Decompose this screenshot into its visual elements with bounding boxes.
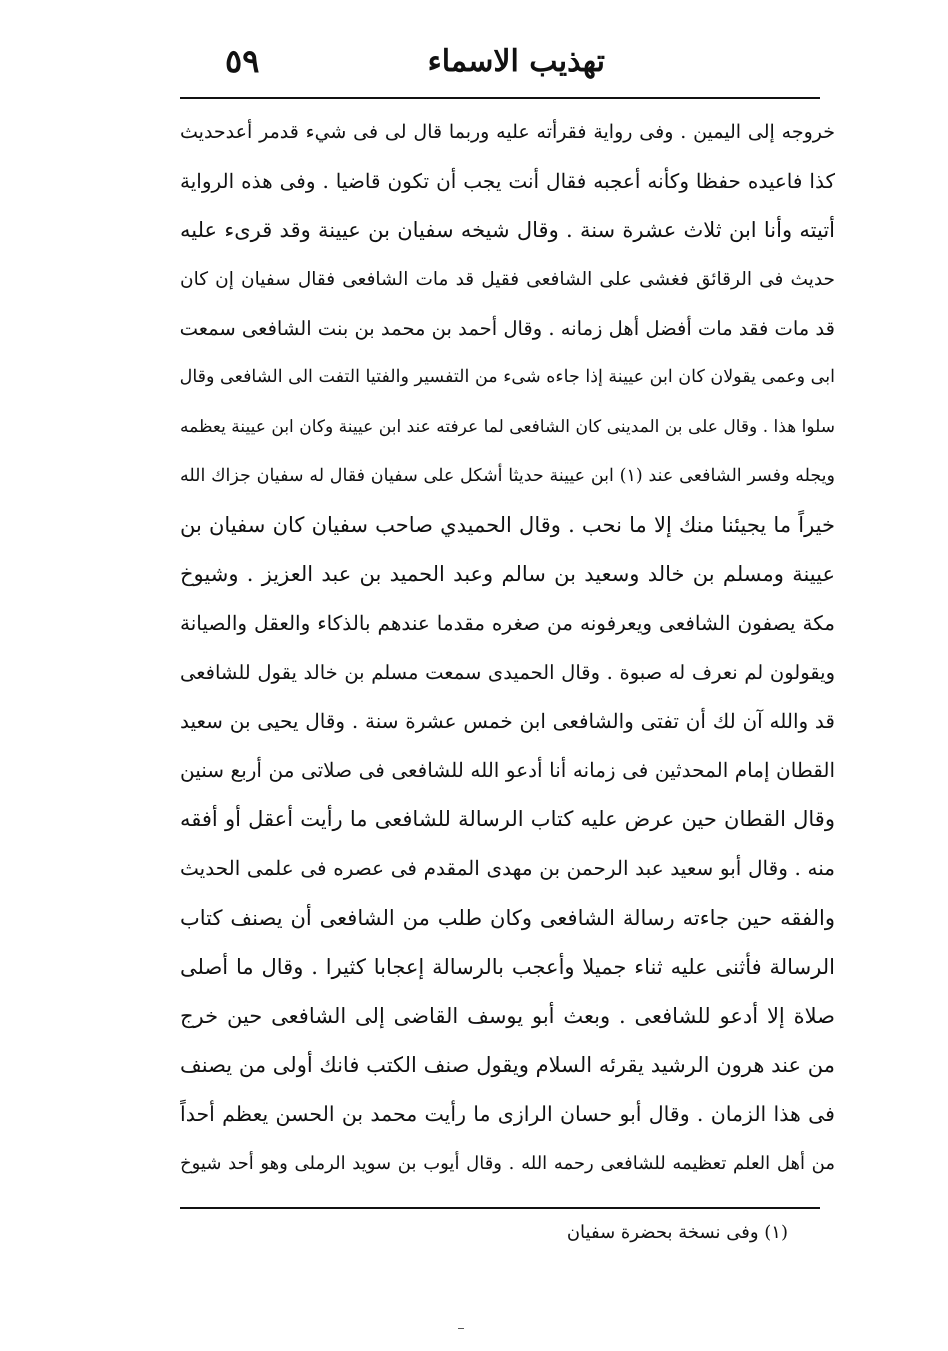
- page-number: ٥٩: [225, 42, 260, 80]
- text-line: مكة يصفون الشافعى ويعرفونه من صغره مقدما عندهم بالذكاء والعقل والصيانة: [180, 610, 835, 635]
- text-line: من أهل العلم تعظيمه للشافعى رحمه الله . وقال أيوب بن سويد الرملى وهو أحد شيوخ: [180, 1152, 835, 1174]
- text-line: ابى وعمى يقولان كان ابن عيينة إذا جاءه شىء من التفسير والفتيا التفت الى الشافعى وقال: [180, 367, 835, 388]
- text-line: فى هذا الزمان . وقال أبو حسان الرازى ما رأيت محمد بن الحسن يعظم أحداً: [180, 1101, 835, 1126]
- text-line: ويقولون لم نعرف له صبوة . وقال الحميدى سمعت مسلم بن خالد يقول للشافعى: [180, 661, 835, 685]
- text-line: أتيته وأنا ابن ثلاث عشرة سنة . وقال شيخه سفيان بن عيينة وقد قرىء عليه: [180, 218, 835, 243]
- text-line: القطان إمام المحدثين فى زمانه أنا أدعو الله للشافعى فى صلاتى من أربع سنين: [180, 758, 835, 783]
- text-line: صلاة إلا أدعو للشافعى . وبعث أبو يوسف القاضى إلى الشافعى حين خرج: [180, 1003, 835, 1028]
- text-line: خيراً ما يجيئنا منك إلا ما نحب . وقال الحميدي صاحب سفيان كان سفيان بن: [180, 512, 835, 537]
- text-line: الرسالة فأثنى عليه ثناء جميلا وأعجب بالرسالة إعجابا كثيرا . وقال ما أصلى: [180, 954, 835, 979]
- text-line: حديث فى الرقائق فغشى على الشافعى فقيل قد مات الشافعى فقال سفيان إن كان: [180, 269, 835, 291]
- text-line: من عند هرون الرشيد يقرئه السلام ويقول صنف الكتب فانك أولى من يصنف: [180, 1052, 835, 1077]
- body-text: [180, 108, 835, 1188]
- text-line: كذا فاعيده حفظا وكأنه أعجبه فقال أنت يجب أن تكون قاضيا . وفى هذه الرواية: [180, 169, 835, 194]
- page-mark: [458, 1328, 464, 1329]
- running-title: تهذيب الاسماء: [427, 44, 605, 79]
- page-header: [180, 38, 820, 90]
- text-line: وقال القطان حين عرض عليه كتاب الرسالة للشافعى ما رأيت أعقل أو أفقه: [180, 807, 835, 832]
- text-line: سلوا هذا . وقال على بن المدينى كان الشافعى لما عرفته عند ابن عيينة وكان ابن عيينة يعظمه: [180, 416, 835, 437]
- footnote: (١) وفى نسخة بحضرة سفيان: [566, 1222, 788, 1243]
- header-rule: [180, 97, 820, 99]
- text-line: قد والله آن لك أن تفتى والشافعى ابن خمس عشرة سنة . وقال يحيى بن سعيد: [180, 709, 835, 734]
- text-line: منه . وقال أبو سعيد عبد الرحمن بن مهدى المقدم فى عصره فى علمى الحديث: [180, 856, 835, 881]
- text-line: خروجه إلى اليمين . وفى رواية فقرأته عليه وربما قال لى فى شيء قدمر أعدحديث: [180, 121, 835, 143]
- footnote-rule: [180, 1207, 820, 1209]
- text-line: قد مات فقد مات أفضل أهل زمانه . وقال أحمد بن محمد بن بنت الشافعى سمعت: [180, 317, 835, 341]
- text-line: عيينة ومسلم بن خالد وسعيد بن سالم وعبد الحميد بن عبد العزيز . وشيوخ: [180, 561, 835, 586]
- text-line: والفقه حين جاءته رسالة الشافعى وكان طلب من الشافعى أن يصنف كتاب: [180, 905, 835, 930]
- text-line: ويجله وفسر الشافعى عند (١) ابن عيينة حديثا أشكل على سفيان فقال له سفيان جزاك الله: [180, 465, 835, 486]
